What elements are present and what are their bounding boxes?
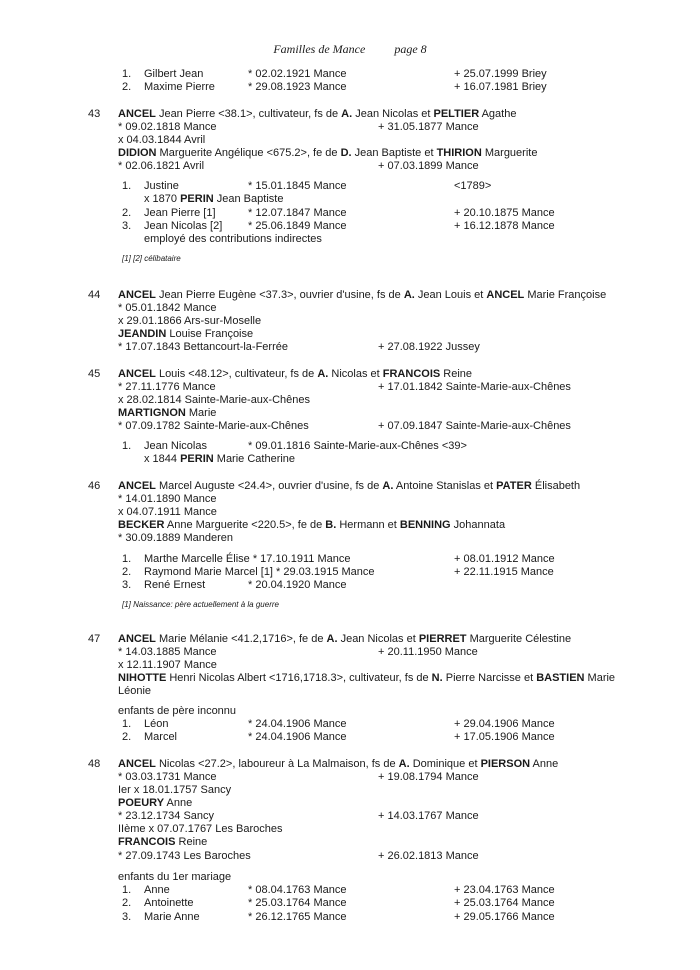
child-death: + 23.04.1763 Mance [454, 884, 555, 896]
spouse-given: Anne [164, 797, 193, 809]
child-name: Raymond Marie Marcel [1] * 29.03.1915 Mance [144, 566, 375, 578]
marriage-1: Ier x 18.01.1757 Sancy [118, 784, 232, 796]
marriage: x 04.07.1911 Mance [118, 506, 217, 518]
spouse [118, 407, 216, 420]
spouse-surname: DIDION [118, 147, 157, 159]
child-number: 2. [122, 566, 132, 578]
spouse-father-initial: N. [431, 672, 443, 684]
child-birth: * 20.04.1920 Mance [248, 579, 347, 591]
children-label: enfants de père inconnu [118, 705, 237, 717]
mother-surname: ANCEL [486, 289, 525, 301]
spouse-death: + 14.03.1767 Mance [378, 810, 479, 822]
head-given: Jean Pierre <38.1>, cultivateur, fs de [155, 108, 342, 120]
child-death: + 16.07.1981 Briey [454, 81, 547, 93]
family-number: 48 [88, 758, 101, 770]
father-initial: A. [398, 758, 410, 770]
child-name: Gilbert Jean [144, 68, 204, 80]
spouse-birth: * 23.12.1734 Sancy [118, 810, 215, 822]
child-name: Anne [144, 884, 170, 896]
child-death: + 16.12.1878 Mance [454, 220, 555, 232]
mother-given: Élisabeth [531, 480, 581, 492]
child-number: 1. [122, 718, 132, 730]
father-given: Jean Nicolas et [337, 633, 419, 645]
mother-given: Anne [530, 758, 559, 770]
family-head [118, 758, 558, 771]
spouse-given: Anne Marguerite <220.5>, fe de [164, 519, 326, 531]
head-surname: ANCEL [118, 758, 156, 770]
spouse-death: + 07.03.1899 Mance [378, 160, 479, 172]
mother-given: Marie Françoise [524, 289, 607, 301]
father-initial: A. [341, 108, 353, 120]
spouse-father-given: Pierre Narcisse et [442, 672, 537, 684]
family-number: 43 [88, 108, 101, 120]
head-surname: ANCEL [118, 368, 156, 380]
family-head [118, 480, 580, 493]
child-spouse-given: Marie Catherine [213, 453, 296, 465]
head-death: + 19.08.1794 Mance [378, 771, 479, 783]
child-name: Jean Nicolas [2] [144, 220, 223, 232]
footnote: [1] Naissance: père actuellement à la guerre [122, 600, 279, 609]
spouse-given: Henri Nicolas Albert <1716,1718.3>, cultivateur, fs de [166, 672, 432, 684]
child-note: employé des contributions indirectes [144, 233, 322, 245]
child-number: 1. [122, 440, 132, 452]
spouse-birth: * 02.06.1821 Avril [118, 160, 205, 172]
child-death: + 17.05.1906 Mance [454, 731, 555, 743]
father-given: Jean Nicolas et [352, 108, 434, 120]
father-given: Nicolas et [328, 368, 383, 380]
child-birth: * 09.01.1816 Sainte-Marie-aux-Chênes <39> [248, 440, 467, 452]
mother-given: Marguerite Célestine [466, 633, 572, 645]
head-birth: * 27.11.1776 Mance [118, 381, 216, 393]
spouse-given: Reine [175, 836, 208, 848]
marriage: x 04.03.1844 Avril [118, 134, 206, 146]
spouse-given: Louise Françoise [166, 328, 254, 340]
head-birth: * 05.01.1842 Mance [118, 302, 217, 314]
child-death: + 20.10.1875 Mance [454, 207, 555, 219]
child-name: Maxime Pierre [144, 81, 215, 93]
child-birth: * 24.04.1906 Mance [248, 718, 347, 730]
spouse [118, 328, 253, 341]
head-surname: ANCEL [118, 108, 156, 120]
spouse-death: + 07.09.1847 Sainte-Marie-aux-Chênes [378, 420, 571, 432]
child-name: Jean Nicolas [144, 440, 207, 452]
head-surname: ANCEL [118, 633, 156, 645]
family-number: 47 [88, 633, 101, 645]
children-label: enfants du 1er mariage [118, 871, 232, 883]
father-initial: A. [382, 480, 394, 492]
marriage: x 28.02.1814 Sainte-Marie-aux-Chênes [118, 394, 311, 406]
spouse-mother-surname: THIRION [436, 147, 482, 159]
child-death: + 25.03.1764 Mance [454, 897, 555, 909]
spouse-mother-surname: BASTIEN [536, 672, 585, 684]
child-number: 1. [122, 884, 132, 896]
child-birth: * 08.04.1763 Mance [248, 884, 347, 896]
child-birth: * 26.12.1765 Mance [248, 911, 347, 923]
child-number: 1. [122, 180, 132, 192]
family-number: 46 [88, 480, 101, 492]
child-marriage-date: x 1844 [144, 453, 181, 465]
spouse-mother-surname: BENNING [399, 519, 451, 531]
child-birth: * 24.04.1906 Mance [248, 731, 347, 743]
child-name: Antoinette [144, 897, 194, 909]
head-birth: * 14.01.1890 Mance [118, 493, 217, 505]
spouse-father-initial: D. [340, 147, 352, 159]
spouse-surname: MARTIGNON [118, 407, 186, 419]
child-spouse-surname: PERIN [180, 453, 214, 465]
mother-surname: FRANCOIS [382, 368, 441, 380]
child-name: Marie Anne [144, 911, 200, 923]
spouse-mother-given: Marguerite [481, 147, 538, 159]
child-name: Jean Pierre [1] [144, 207, 216, 219]
family-head [118, 368, 472, 381]
footnote: [1] [2] célibataire [122, 254, 181, 263]
head-death: + 31.05.1877 Mance [378, 121, 479, 133]
family-number: 45 [88, 368, 101, 380]
child-number: 2. [122, 731, 132, 743]
head-death: + 20.11.1950 Mance [378, 646, 478, 658]
head-given: Nicolas <27.2>, laboureur à La Malmaison, fs de [155, 758, 399, 770]
spouse-birth: * 17.07.1843 Bettancourt-la-Ferrée [118, 341, 288, 353]
child-birth: * 12.07.1847 Mance [248, 207, 347, 219]
father-initial: A. [403, 289, 415, 301]
child-ref: <1789> [454, 180, 492, 192]
family-head [118, 289, 606, 302]
father-given: Dominique et [409, 758, 481, 770]
child-name: Léon [144, 718, 169, 730]
mother-surname: PATER [496, 480, 532, 492]
mother-surname: PIERRET [418, 633, 467, 645]
spouse [118, 672, 615, 685]
father-given: Antoine Stanislas et [393, 480, 497, 492]
head-given: Marie Mélanie <41.2,1716>, fe de [155, 633, 327, 645]
father-initial: A. [317, 368, 329, 380]
child-spouse-given: Jean Baptiste [213, 193, 284, 205]
spouse-given: Marguerite Angélique <675.2>, fe de [156, 147, 341, 159]
child-marriage [144, 453, 295, 466]
spouse-given-cont: Léonie [118, 685, 152, 697]
child-birth: * 25.06.1849 Mance [248, 220, 347, 232]
head-birth: * 03.03.1731 Mance [118, 771, 217, 783]
spouse-surname: BECKER [118, 519, 165, 531]
child-birth: * 02.02.1921 Mance [248, 68, 347, 80]
spouse-birth: * 27.09.1743 Les Baroches [118, 850, 251, 862]
child-death: + 29.05.1766 Mance [454, 911, 555, 923]
spouse-father-given: Hermann et [336, 519, 400, 531]
marriage: x 12.11.1907 Mance [118, 659, 217, 671]
document-title: Familles de Mance [273, 42, 366, 56]
spouse [118, 147, 537, 160]
head-surname: ANCEL [118, 480, 156, 492]
family-head [118, 108, 516, 121]
head-given: Marcel Auguste <24.4>, ouvrier d'usine, fs de [155, 480, 383, 492]
head-birth: * 14.03.1885 Mance [118, 646, 217, 658]
child-number: 3. [122, 911, 132, 923]
family-head [118, 633, 571, 646]
child-name: Marcel [144, 731, 178, 743]
child-marriage [144, 193, 283, 206]
mother-surname: PIERSON [480, 758, 531, 770]
child-number: 2. [122, 897, 132, 909]
child-number: 3. [122, 220, 132, 232]
spouse-birth: * 07.09.1782 Sainte-Marie-aux-Chênes [118, 420, 309, 432]
child-birth: * 15.01.1845 Mance [248, 180, 347, 192]
spouse-given: Marie [185, 407, 217, 419]
spouse-surname: POEURY [118, 797, 165, 809]
head-birth: * 09.02.1818 Mance [118, 121, 217, 133]
mother-given: Agathe [479, 108, 517, 120]
mother-given: Reine [440, 368, 473, 380]
child-marriage-date: x 1870 [144, 193, 181, 205]
child-number: 3. [122, 579, 132, 591]
child-spouse-surname: PERIN [180, 193, 214, 205]
spouse-mother-given: Johannata [450, 519, 506, 531]
spouse-father-initial: B. [325, 519, 337, 531]
spouse-father-given: Jean Baptiste et [351, 147, 437, 159]
child-death: + 25.07.1999 Briey [454, 68, 547, 80]
spouse-surname: NIHOTTE [118, 672, 167, 684]
mother-surname: PELTIER [433, 108, 480, 120]
child-name: René Ernest [144, 579, 206, 591]
child-number: 2. [122, 207, 132, 219]
child-death: + 22.11.1915 Mance [454, 566, 554, 578]
head-given: Louis <48.12>, cultivateur, fs de [155, 368, 318, 380]
child-birth: * 25.03.1764 Mance [248, 897, 347, 909]
head-given: Jean Pierre Eugène <37.3>, ouvrier d'usine, fs de [155, 289, 404, 301]
head-surname: ANCEL [118, 289, 156, 301]
child-number: 1. [122, 553, 132, 565]
child-name: Justine [144, 180, 179, 192]
head-death: + 17.01.1842 Sainte-Marie-aux-Chênes [378, 381, 571, 393]
father-initial: A. [326, 633, 338, 645]
child-death: + 29.04.1906 Mance [454, 718, 555, 730]
spouse [118, 519, 505, 532]
family-number: 44 [88, 289, 101, 301]
spouse-death: + 26.02.1813 Mance [378, 850, 479, 862]
page-header [0, 42, 700, 57]
child-death: + 08.01.1912 Mance [454, 553, 555, 565]
spouse-surname: FRANCOIS [118, 836, 176, 848]
spouse-death: + 27.08.1922 Jussey [378, 341, 480, 353]
father-given: Jean Louis et [414, 289, 487, 301]
marriage: x 29.01.1866 Ars-sur-Moselle [118, 315, 262, 327]
child-number: 1. [122, 68, 132, 80]
spouse-birth: * 30.09.1889 Manderen [118, 532, 233, 544]
child-number: 2. [122, 81, 132, 93]
spouse-surname: JEANDIN [118, 328, 167, 340]
marriage-2: IIème x 07.07.1767 Les Baroches [118, 823, 283, 835]
child-name: Marthe Marcelle Élise * 17.10.1911 Mance [144, 553, 351, 565]
spouse-mother-given: Marie [584, 672, 616, 684]
page-number: page 8 [394, 42, 427, 56]
child-birth: * 29.08.1923 Mance [248, 81, 347, 93]
spouse-2 [118, 836, 207, 849]
spouse-1 [118, 797, 192, 810]
